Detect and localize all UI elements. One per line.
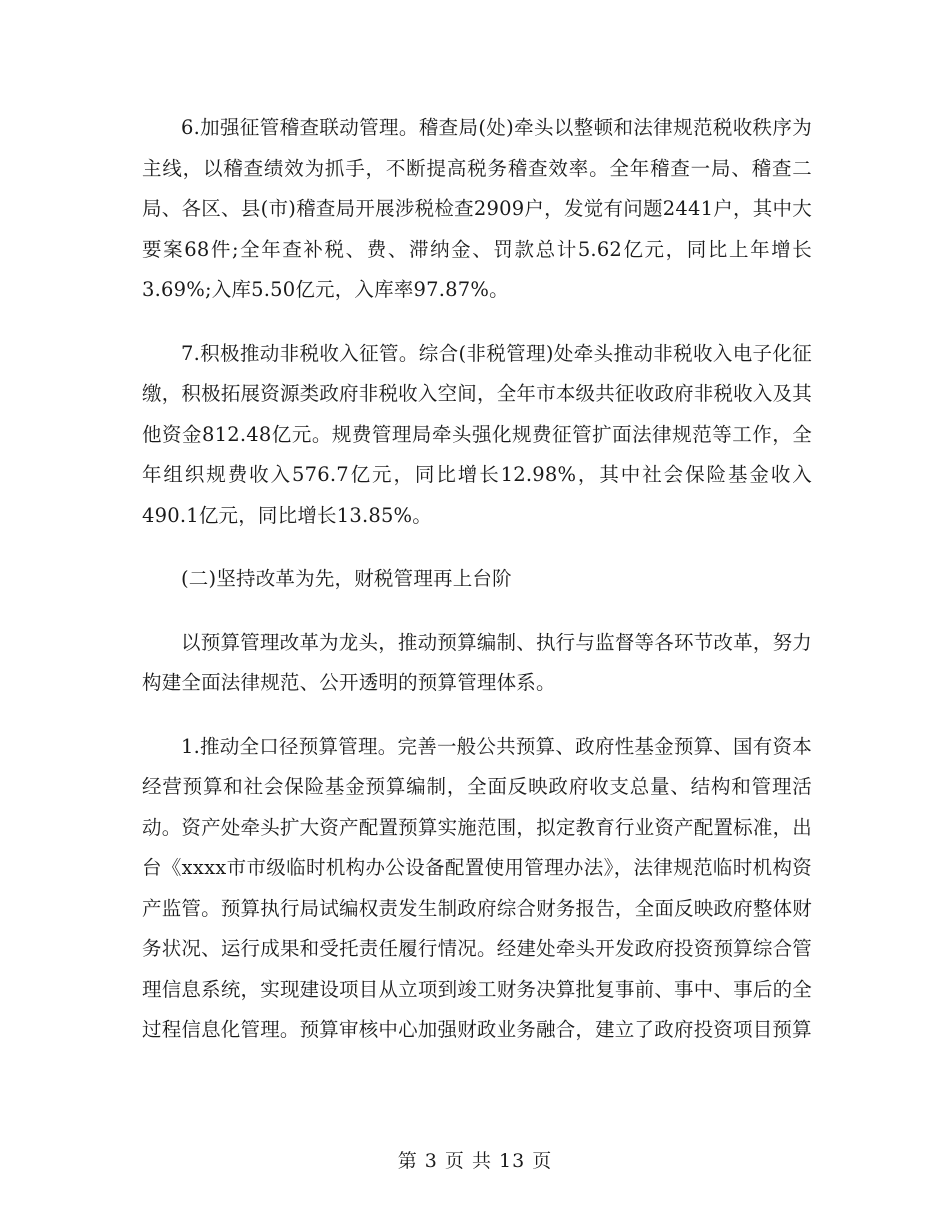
- section-heading-reform: (二)坚持改革为先，财税管理再上台阶: [181, 567, 512, 590]
- paragraph-spacer: [142, 704, 812, 727]
- page-number-footer: 第 3 页 共 13 页: [397, 1150, 553, 1172]
- paragraph-spacer: [142, 311, 812, 334]
- document-body: [142, 108, 812, 1051]
- paragraph-collection-enforcement: 6.加强征管稽查联动管理。稽查局(处)牵头以整顿和法律规范税收秩序为主线，以稽查绩效为抓手，不断提高税务稽查效率。全年稽查一局、稽查二局、各区、县(市)稽查局开展涉税检查2909户，发觉有问题2441户，其中大要案68件;全年查补税、费、滞纳金、罚款总计5.62亿元，同比上年增长3.69%;入库5.50亿元，入库率97.87%。: [142, 116, 812, 301]
- paragraph-spacer: [142, 536, 812, 559]
- paragraph-budget-reform-intro: 以预算管理改革为龙头，推动预算编制、执行与监督等各环节改革，努力构建全面法律规范、公开透明的预算管理体系。: [142, 630, 812, 694]
- paragraph-non-tax-revenue: 7.积极推动非税收入征管。综合(非税管理)处牵头推动非税收入电子化征缴，积极拓展资源类政府非税收入空间，全年市本级共征收政府非税收入及其他资金812.48亿元。规费管理局牵头强化规费征管扩面法律规范等工作，全年组织规费收入576.7亿元，同比增长12.98%，其中社会保险基金收入490.1亿元，同比增长13.85%。: [142, 341, 812, 527]
- paragraph-spacer: [142, 600, 812, 623]
- paragraph-full-budget-management: 1.推动全口径预算管理。完善一般公共预算、政府性基金预算、国有资本经营预算和社会保险基金预算编制，全面反映政府收支总量、结构和管理活动。资产处牵头扩大资产配置预算实施范围，拟定教育行业资产配置标准，出台《xxxx市市级临时机构办公设备配置使用管理办法》，法律规范临时机构资产监管。预算执行局试编权责发生制政府综合财务报告，全面反映政府整体财务状况、运行成果和受托责任履行情况。经建处牵头开发政府投资预算综合管理信息系统，实现建设项目从立项到竣工财务决算批复事前、事中、事后的全过程信息化管理。预算审核中心加强财政业务融合，建立了政府投资项目预算: [142, 734, 812, 1041]
